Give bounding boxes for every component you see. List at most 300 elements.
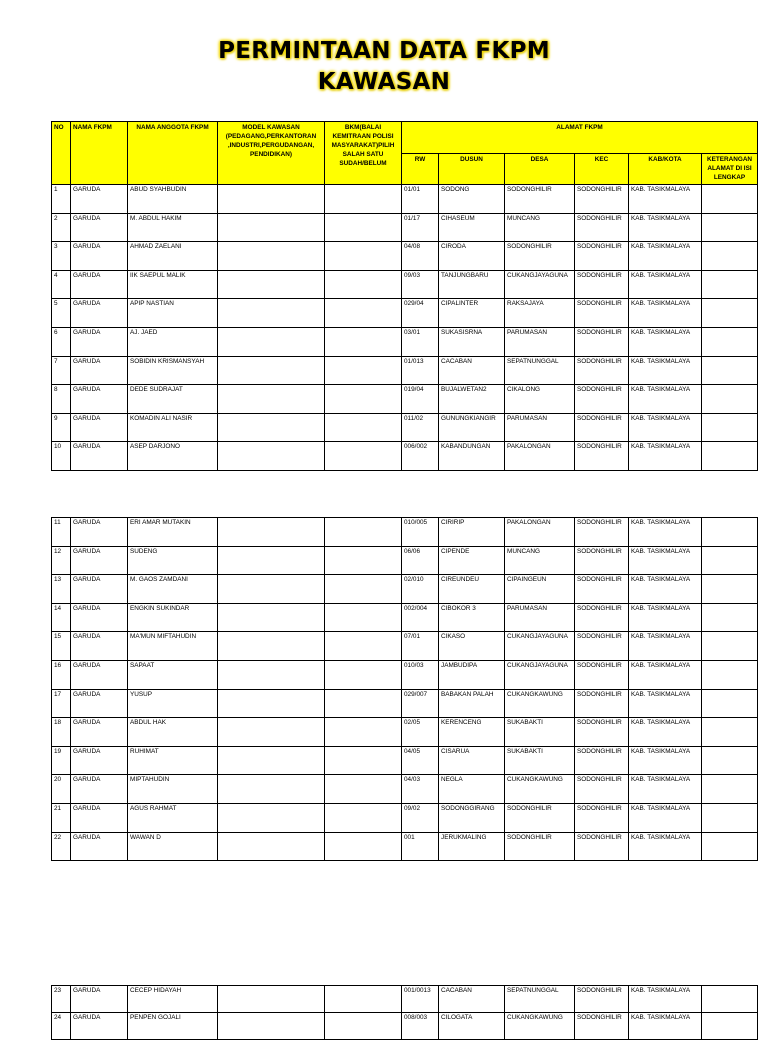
cell-kab: KAB. TASIKMALAYA: [629, 986, 702, 1013]
cell-rw: 02/05: [402, 718, 439, 747]
cell-nama-anggota: ABUD SYAHBUDIN: [128, 185, 218, 214]
cell-keterangan: [702, 213, 758, 242]
cell-no: 6: [52, 327, 71, 356]
cell-desa: SEPATNUNGGAL: [505, 986, 575, 1013]
cell-no: 2: [52, 213, 71, 242]
cell-bkm: [325, 213, 402, 242]
cell-kab: KAB. TASIKMALAYA: [629, 356, 702, 385]
cell-bkm: [325, 603, 402, 632]
cell-rw: 07/01: [402, 632, 439, 661]
cell-model-kawasan: [218, 632, 325, 661]
cell-bkm: [325, 242, 402, 271]
cell-dusun: CILOGATA: [439, 1013, 505, 1040]
table-row: [52, 775, 758, 804]
cell-desa: PAKALONGAN: [505, 518, 575, 547]
cell-rw: 006/002: [402, 442, 439, 471]
table-row: [52, 546, 758, 575]
table-row: [52, 242, 758, 271]
cell-dusun: CIPALINTER: [439, 299, 505, 328]
cell-bkm: [325, 385, 402, 414]
cell-model-kawasan: [218, 575, 325, 604]
cell-dusun: SODONG: [439, 185, 505, 214]
cell-nama-fkpm: GARUDA: [71, 442, 128, 471]
col-header-nama-anggota: NAMA ANGGOTA FKPM: [128, 122, 218, 185]
table-row: [52, 632, 758, 661]
cell-dusun: CIPENDE: [439, 546, 505, 575]
cell-kab: KAB. TASIKMALAYA: [629, 1013, 702, 1040]
cell-nama-anggota: MA'MUN MIFTAHUDIN: [128, 632, 218, 661]
cell-nama-fkpm: GARUDA: [71, 575, 128, 604]
table-row: [52, 356, 758, 385]
cell-keterangan: [702, 603, 758, 632]
table-row: [52, 803, 758, 832]
cell-keterangan: [702, 832, 758, 861]
cell-kab: KAB. TASIKMALAYA: [629, 832, 702, 861]
table-row: [52, 660, 758, 689]
cell-nama-anggota: ASEP DARJONO: [128, 442, 218, 471]
cell-keterangan: [702, 986, 758, 1013]
cell-bkm: [325, 746, 402, 775]
col-header-kec: KEC: [575, 154, 629, 185]
cell-nama-fkpm: GARUDA: [71, 803, 128, 832]
cell-nama-fkpm: GARUDA: [71, 185, 128, 214]
cell-kec: SODONGHILIR: [575, 832, 629, 861]
cell-model-kawasan: [218, 185, 325, 214]
col-header-no: NO: [52, 122, 71, 185]
cell-nama-anggota: MIPTAHUDIN: [128, 775, 218, 804]
cell-model-kawasan: [218, 718, 325, 747]
cell-rw: 03/01: [402, 327, 439, 356]
cell-kec: SODONGHILIR: [575, 356, 629, 385]
cell-nama-anggota: YUSUP: [128, 689, 218, 718]
cell-no: 5: [52, 299, 71, 328]
cell-kec: SODONGHILIR: [575, 775, 629, 804]
table-row: [52, 832, 758, 861]
cell-nama-anggota: SAPAAT: [128, 660, 218, 689]
cell-bkm: [325, 442, 402, 471]
cell-desa: SODONGHILIR: [505, 185, 575, 214]
cell-model-kawasan: [218, 689, 325, 718]
cell-bkm: [325, 986, 402, 1013]
cell-kec: SODONGHILIR: [575, 632, 629, 661]
cell-keterangan: [702, 575, 758, 604]
cell-nama-anggota: ENGKIN SUKINDAR: [128, 603, 218, 632]
cell-nama-anggota: AGUS RAHMAT: [128, 803, 218, 832]
cell-no: 16: [52, 660, 71, 689]
cell-rw: 029/007: [402, 689, 439, 718]
cell-desa: SODONGHILIR: [505, 803, 575, 832]
cell-kab: KAB. TASIKMALAYA: [629, 632, 702, 661]
cell-desa: MUNCANG: [505, 213, 575, 242]
table-row: [52, 385, 758, 414]
cell-nama-anggota: WAWAN D: [128, 832, 218, 861]
cell-nama-fkpm: GARUDA: [71, 546, 128, 575]
cell-kab: KAB. TASIKMALAYA: [629, 518, 702, 547]
cell-kab: KAB. TASIKMALAYA: [629, 746, 702, 775]
cell-kec: SODONGHILIR: [575, 385, 629, 414]
cell-dusun: CIREUNDEU: [439, 575, 505, 604]
cell-dusun: KERENCENG: [439, 718, 505, 747]
cell-rw: 010/03: [402, 660, 439, 689]
cell-rw: 01/17: [402, 213, 439, 242]
fkpm-table-page-2: [51, 517, 758, 861]
cell-kec: SODONGHILIR: [575, 803, 629, 832]
cell-kab: KAB. TASIKMALAYA: [629, 327, 702, 356]
cell-dusun: JAMBUDIPA: [439, 660, 505, 689]
cell-dusun: CACABAN: [439, 986, 505, 1013]
cell-kab: KAB. TASIKMALAYA: [629, 803, 702, 832]
cell-model-kawasan: [218, 270, 325, 299]
cell-model-kawasan: [218, 803, 325, 832]
cell-keterangan: [702, 413, 758, 442]
cell-kec: SODONGHILIR: [575, 299, 629, 328]
cell-desa: PAKALONGAN: [505, 442, 575, 471]
cell-model-kawasan: [218, 603, 325, 632]
table-row: [52, 746, 758, 775]
cell-nama-fkpm: GARUDA: [71, 242, 128, 271]
cell-kab: KAB. TASIKMALAYA: [629, 575, 702, 604]
table-row: [52, 603, 758, 632]
cell-bkm: [325, 546, 402, 575]
cell-kec: SODONGHILIR: [575, 213, 629, 242]
cell-bkm: [325, 518, 402, 547]
cell-model-kawasan: [218, 660, 325, 689]
cell-nama-anggota: IIK SAEPUL MALIK: [128, 270, 218, 299]
cell-rw: 011/02: [402, 413, 439, 442]
cell-keterangan: [702, 185, 758, 214]
cell-rw: 002/004: [402, 603, 439, 632]
cell-dusun: CACABAN: [439, 356, 505, 385]
cell-rw: 01/01: [402, 185, 439, 214]
cell-bkm: [325, 185, 402, 214]
cell-no: 15: [52, 632, 71, 661]
table-row: [52, 327, 758, 356]
cell-rw: 001: [402, 832, 439, 861]
cell-bkm: [325, 689, 402, 718]
cell-keterangan: [702, 718, 758, 747]
cell-kab: KAB. TASIKMALAYA: [629, 603, 702, 632]
cell-desa: CUKANGJAYAGUNA: [505, 270, 575, 299]
cell-nama-fkpm: GARUDA: [71, 518, 128, 547]
table-row: [52, 1013, 758, 1040]
cell-rw: 010/005: [402, 518, 439, 547]
cell-no: 8: [52, 385, 71, 414]
cell-nama-anggota: CECEP HIDAYAH: [128, 986, 218, 1013]
col-header-rw: RW: [402, 154, 439, 185]
cell-nama-fkpm: GARUDA: [71, 832, 128, 861]
cell-desa: SEPATNUNGGAL: [505, 356, 575, 385]
cell-kab: KAB. TASIKMALAYA: [629, 270, 702, 299]
cell-dusun: GUNUNGKIANGIR: [439, 413, 505, 442]
cell-rw: 09/03: [402, 270, 439, 299]
cell-dusun: SUKASISRNA: [439, 327, 505, 356]
cell-nama-anggota: RUHIMAT: [128, 746, 218, 775]
cell-nama-fkpm: GARUDA: [71, 213, 128, 242]
table-row: [52, 185, 758, 214]
cell-dusun: CIKASO: [439, 632, 505, 661]
cell-kab: KAB. TASIKMALAYA: [629, 385, 702, 414]
cell-keterangan: [702, 803, 758, 832]
cell-desa: SUKABAKTI: [505, 746, 575, 775]
cell-nama-anggota: SUDENG: [128, 546, 218, 575]
cell-dusun: BUJALWETAN2: [439, 385, 505, 414]
cell-kec: SODONGHILIR: [575, 718, 629, 747]
cell-no: 23: [52, 986, 71, 1013]
cell-nama-anggota: KOMADIN ALI NASIR: [128, 413, 218, 442]
cell-dusun: NEGLA: [439, 775, 505, 804]
cell-rw: 06/06: [402, 546, 439, 575]
cell-no: 17: [52, 689, 71, 718]
cell-dusun: CIHASEUM: [439, 213, 505, 242]
col-header-kab: KAB/KOTA: [629, 154, 702, 185]
cell-nama-fkpm: GARUDA: [71, 775, 128, 804]
col-header-nama-fkpm: NAMA FKPM: [71, 122, 128, 185]
cell-no: 9: [52, 413, 71, 442]
cell-desa: CUKANGKAWUNG: [505, 689, 575, 718]
cell-nama-anggota: SOBIDIN KRISMANSYAH: [128, 356, 218, 385]
cell-dusun: CIRIRIP: [439, 518, 505, 547]
table-row: [52, 270, 758, 299]
cell-nama-fkpm: GARUDA: [71, 986, 128, 1013]
cell-keterangan: [702, 518, 758, 547]
cell-keterangan: [702, 385, 758, 414]
cell-bkm: [325, 775, 402, 804]
cell-rw: 001/0013: [402, 986, 439, 1013]
cell-nama-anggota: AHMAD ZAELANI: [128, 242, 218, 271]
cell-kab: KAB. TASIKMALAYA: [629, 775, 702, 804]
cell-kab: KAB. TASIKMALAYA: [629, 689, 702, 718]
cell-no: 19: [52, 746, 71, 775]
cell-dusun: KABANDUNGAN: [439, 442, 505, 471]
col-header-bkm: BKM(BALAI KEMITRAAN POLISI MASYARAKAT)PILIH SALAH SATU SUDAH/BELUM: [325, 122, 402, 185]
cell-nama-fkpm: GARUDA: [71, 603, 128, 632]
cell-desa: SODONGHILIR: [505, 242, 575, 271]
cell-nama-fkpm: GARUDA: [71, 413, 128, 442]
cell-nama-fkpm: GARUDA: [71, 632, 128, 661]
table-row: [52, 689, 758, 718]
title-line-1: PERMINTAAN DATA FKPM: [218, 38, 550, 64]
cell-no: 3: [52, 242, 71, 271]
cell-bkm: [325, 832, 402, 861]
cell-rw: 029/04: [402, 299, 439, 328]
cell-no: 4: [52, 270, 71, 299]
cell-kec: SODONGHILIR: [575, 575, 629, 604]
cell-desa: CUKANGJAYAGUNA: [505, 660, 575, 689]
cell-bkm: [325, 1013, 402, 1040]
table-row: [52, 413, 758, 442]
cell-kec: SODONGHILIR: [575, 603, 629, 632]
cell-no: 13: [52, 575, 71, 604]
cell-desa: CUKANGJAYAGUNA: [505, 632, 575, 661]
cell-no: 12: [52, 546, 71, 575]
cell-rw: 019/04: [402, 385, 439, 414]
cell-nama-anggota: AJ. JAED: [128, 327, 218, 356]
cell-no: 11: [52, 518, 71, 547]
cell-model-kawasan: [218, 242, 325, 271]
cell-model-kawasan: [218, 518, 325, 547]
cell-model-kawasan: [218, 385, 325, 414]
cell-nama-anggota: M. ABDUL HAKIM: [128, 213, 218, 242]
cell-nama-anggota: APIP NASTIAN: [128, 299, 218, 328]
cell-rw: 02/010: [402, 575, 439, 604]
cell-nama-fkpm: GARUDA: [71, 356, 128, 385]
fkpm-table-page-1: [51, 121, 758, 471]
table-row: [52, 299, 758, 328]
cell-kec: SODONGHILIR: [575, 242, 629, 271]
cell-desa: CUKANGKAWUNG: [505, 775, 575, 804]
cell-bkm: [325, 803, 402, 832]
cell-kab: KAB. TASIKMALAYA: [629, 413, 702, 442]
cell-kab: KAB. TASIKMALAYA: [629, 213, 702, 242]
cell-model-kawasan: [218, 356, 325, 385]
cell-nama-anggota: PENPEN GOJALI: [128, 1013, 218, 1040]
cell-keterangan: [702, 775, 758, 804]
table-row: [52, 986, 758, 1013]
cell-nama-anggota: ERI AMAR MUTAKIN: [128, 518, 218, 547]
cell-model-kawasan: [218, 213, 325, 242]
cell-keterangan: [702, 327, 758, 356]
cell-model-kawasan: [218, 327, 325, 356]
cell-bkm: [325, 356, 402, 385]
table-row: [52, 442, 758, 471]
cell-dusun: CIRODA: [439, 242, 505, 271]
cell-model-kawasan: [218, 746, 325, 775]
cell-model-kawasan: [218, 299, 325, 328]
cell-model-kawasan: [218, 1013, 325, 1040]
cell-no: 20: [52, 775, 71, 804]
cell-nama-anggota: ABDUL HAK: [128, 718, 218, 747]
cell-keterangan: [702, 689, 758, 718]
cell-keterangan: [702, 746, 758, 775]
col-header-alamat: ALAMAT FKPM: [402, 122, 758, 154]
cell-dusun: TANJUNGBARU: [439, 270, 505, 299]
cell-desa: CUKANGKAWUNG: [505, 1013, 575, 1040]
cell-kec: SODONGHILIR: [575, 185, 629, 214]
cell-nama-fkpm: GARUDA: [71, 660, 128, 689]
col-header-keterangan: KETERANGAN ALAMAT DI ISI LENGKAP: [702, 154, 758, 185]
cell-kab: KAB. TASIKMALAYA: [629, 718, 702, 747]
cell-bkm: [325, 270, 402, 299]
cell-desa: SODONGHILIR: [505, 832, 575, 861]
col-header-model-kawasan: MODEL KAWASAN (PEDAGANG,PERKANTORAN ,INDUSTRI,PERGUDANGAN, PENDIDIKAN): [218, 122, 325, 185]
cell-nama-fkpm: GARUDA: [71, 270, 128, 299]
cell-keterangan: [702, 270, 758, 299]
cell-nama-fkpm: GARUDA: [71, 327, 128, 356]
cell-nama-anggota: DEDE SUDRAJAT: [128, 385, 218, 414]
col-header-desa: DESA: [505, 154, 575, 185]
cell-kec: SODONGHILIR: [575, 746, 629, 775]
col-header-dusun: DUSUN: [439, 154, 505, 185]
cell-nama-fkpm: GARUDA: [71, 1013, 128, 1040]
cell-kec: SODONGHILIR: [575, 689, 629, 718]
cell-bkm: [325, 660, 402, 689]
table-row: [52, 575, 758, 604]
cell-keterangan: [702, 632, 758, 661]
cell-no: 22: [52, 832, 71, 861]
cell-bkm: [325, 327, 402, 356]
cell-nama-fkpm: GARUDA: [71, 718, 128, 747]
cell-bkm: [325, 575, 402, 604]
cell-kab: KAB. TASIKMALAYA: [629, 299, 702, 328]
cell-no: 21: [52, 803, 71, 832]
cell-kec: SODONGHILIR: [575, 1013, 629, 1040]
cell-bkm: [325, 413, 402, 442]
cell-no: 14: [52, 603, 71, 632]
cell-kab: KAB. TASIKMALAYA: [629, 242, 702, 271]
cell-model-kawasan: [218, 546, 325, 575]
cell-kec: SODONGHILIR: [575, 327, 629, 356]
cell-bkm: [325, 632, 402, 661]
cell-keterangan: [702, 299, 758, 328]
cell-rw: 04/08: [402, 242, 439, 271]
table-row: [52, 213, 758, 242]
cell-model-kawasan: [218, 775, 325, 804]
cell-no: 10: [52, 442, 71, 471]
cell-desa: PARUMASAN: [505, 327, 575, 356]
cell-nama-anggota: M. GAOS ZAMDANI: [128, 575, 218, 604]
cell-kec: SODONGHILIR: [575, 660, 629, 689]
cell-model-kawasan: [218, 442, 325, 471]
cell-keterangan: [702, 242, 758, 271]
cell-kab: KAB. TASIKMALAYA: [629, 442, 702, 471]
cell-kec: SODONGHILIR: [575, 413, 629, 442]
cell-keterangan: [702, 442, 758, 471]
cell-rw: 04/05: [402, 746, 439, 775]
cell-keterangan: [702, 356, 758, 385]
cell-model-kawasan: [218, 413, 325, 442]
table-row: [52, 518, 758, 547]
cell-bkm: [325, 299, 402, 328]
cell-desa: CIPAINGEUN: [505, 575, 575, 604]
cell-kab: KAB. TASIKMALAYA: [629, 660, 702, 689]
cell-nama-fkpm: GARUDA: [71, 385, 128, 414]
cell-rw: 008/003: [402, 1013, 439, 1040]
cell-no: 1: [52, 185, 71, 214]
cell-dusun: CISARUA: [439, 746, 505, 775]
cell-kab: KAB. TASIKMALAYA: [629, 185, 702, 214]
cell-nama-fkpm: GARUDA: [71, 746, 128, 775]
cell-no: 7: [52, 356, 71, 385]
cell-kec: SODONGHILIR: [575, 270, 629, 299]
cell-bkm: [325, 718, 402, 747]
fkpm-table-page-3: [51, 985, 758, 1040]
cell-keterangan: [702, 660, 758, 689]
cell-no: 24: [52, 1013, 71, 1040]
title-line-2: KAWASAN: [317, 69, 451, 95]
cell-nama-fkpm: GARUDA: [71, 299, 128, 328]
cell-kab: KAB. TASIKMALAYA: [629, 546, 702, 575]
cell-dusun: CIBOKOR 3: [439, 603, 505, 632]
cell-kec: SODONGHILIR: [575, 518, 629, 547]
cell-dusun: SODONGGIRANG: [439, 803, 505, 832]
cell-rw: 09/02: [402, 803, 439, 832]
cell-desa: PARUMASAN: [505, 603, 575, 632]
cell-keterangan: [702, 1013, 758, 1040]
cell-keterangan: [702, 546, 758, 575]
cell-dusun: JERUKMALING: [439, 832, 505, 861]
cell-rw: 01/013: [402, 356, 439, 385]
cell-no: 18: [52, 718, 71, 747]
cell-desa: SUKABAKTI: [505, 718, 575, 747]
cell-desa: MUNCANG: [505, 546, 575, 575]
table-row: [52, 718, 758, 747]
cell-model-kawasan: [218, 832, 325, 861]
cell-desa: RAKSAJAYA: [505, 299, 575, 328]
cell-dusun: BABAKAN PALAH: [439, 689, 505, 718]
document-title: [38, 36, 730, 98]
cell-model-kawasan: [218, 986, 325, 1013]
cell-kec: SODONGHILIR: [575, 546, 629, 575]
